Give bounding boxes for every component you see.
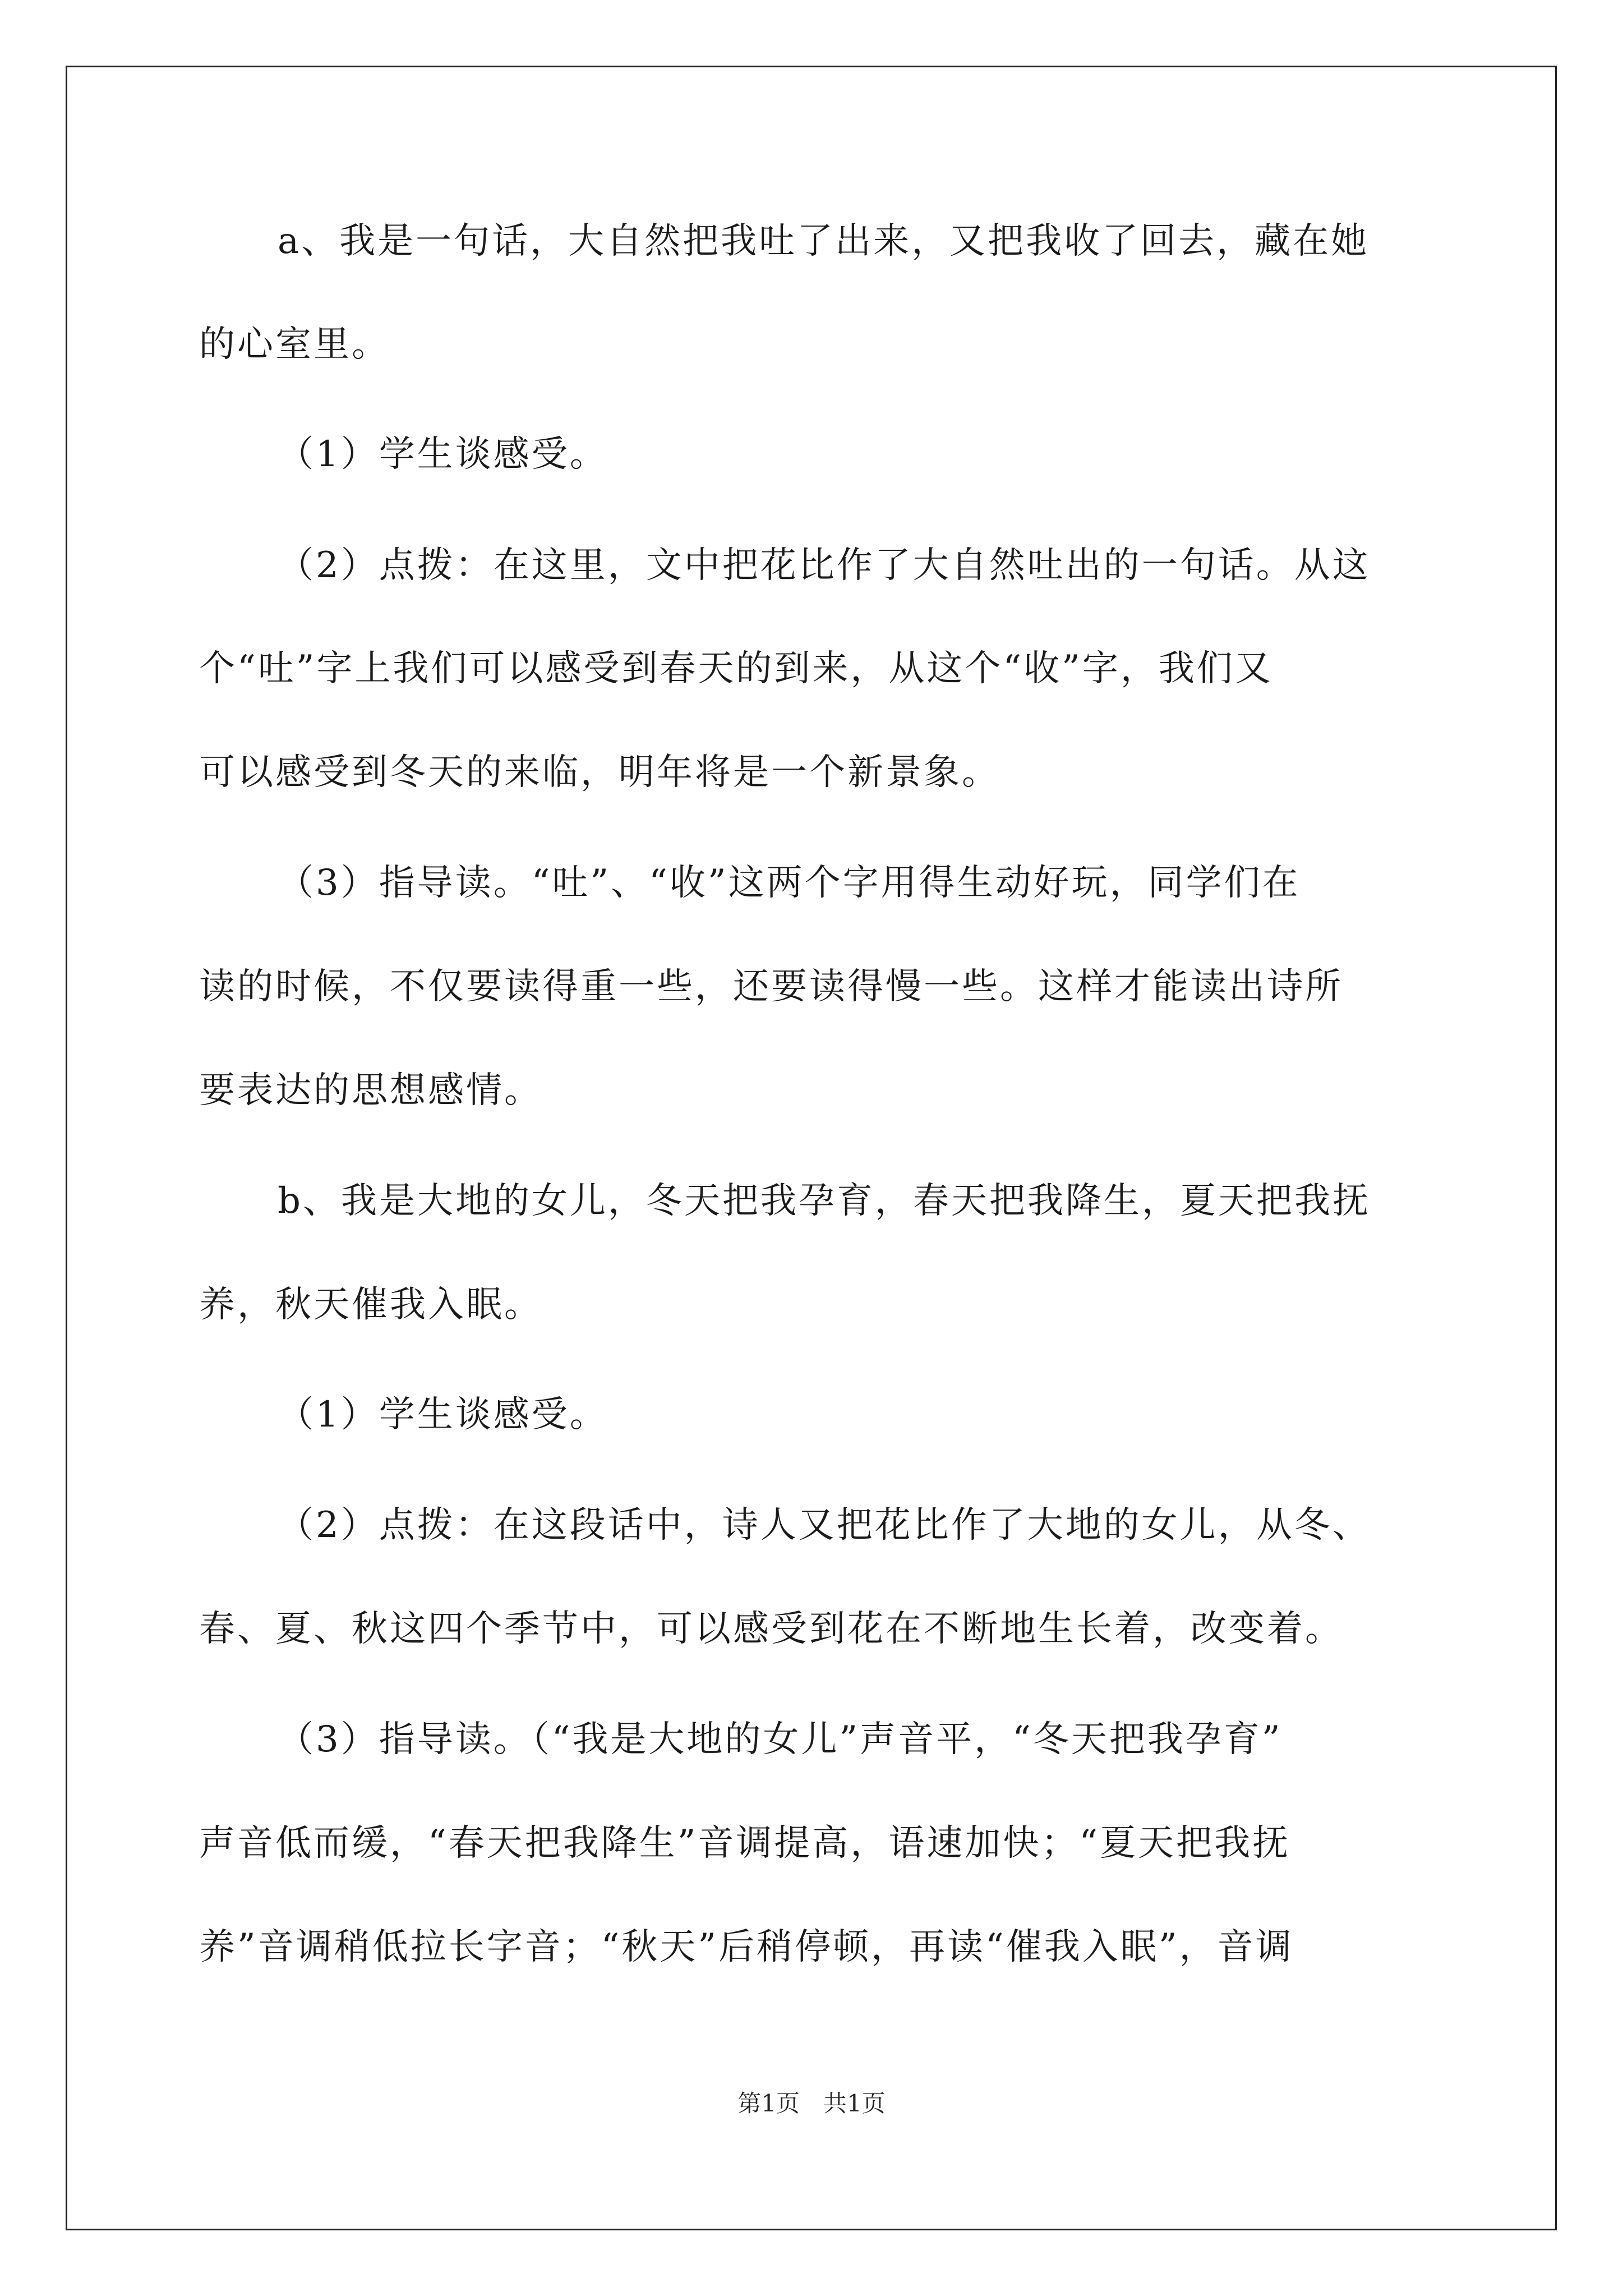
paragraph-a1: （1）学生谈感受。 <box>278 434 608 475</box>
paragraph-b2-line-2: 春、夏、秋这四个季节中，可以感受到花在不断地生长着，改变着。 <box>199 1608 1343 1650</box>
paragraph-b3-line-1: （3）指导读。（“我是大地的女儿”声音平，“冬天把我孕育” <box>278 1719 1283 1760</box>
paragraph-b3-line-3: 养”音调稍低拉长字音；“秋天”后稍停顿，再读“催我入眠”，音调 <box>199 1926 1294 1968</box>
paragraph-b3-line-2: 声音低而缓，“春天把我降生”音调提高，语速加快；“夏天把我抚 <box>199 1823 1291 1864</box>
paragraph-b-line-2: 养，秋天催我入眠。 <box>199 1284 542 1326</box>
paragraph-a2-line-2: 个“吐”字上我们可以感受到春天的到来，从这个“收”字，我们又 <box>199 648 1273 689</box>
paragraph-a3-line-1: （3）指导读。“吐”、“收”这两个字用得生动好玩，同学们在 <box>278 862 1301 904</box>
paragraph-a-line-2: 的心室里。 <box>199 324 390 365</box>
paragraph-b1: （1）学生谈感受。 <box>278 1394 608 1435</box>
paragraph-b-line-1: b、我是大地的女儿，冬天把我孕育，春天把我降生，夏天把我抚 <box>278 1180 1371 1222</box>
paragraph-a2-line-1: （2）点拨：在这里，文中把花比作了大自然吐出的一句话。从这 <box>278 545 1371 586</box>
paragraph-a-line-1: a、我是一句话，大自然把我吐了出来，又把我收了回去，藏在她 <box>278 220 1370 262</box>
paragraph-b2-line-1: （2）点拨：在这段话中，诗人又把花比作了大地的女儿，从冬、 <box>278 1504 1371 1546</box>
paragraph-a3-line-2: 读的时候，不仅要读得重一些，还要读得慢一些。这样才能读出诗所 <box>199 966 1343 1007</box>
paragraph-a2-line-3: 可以感受到冬天的来临，明年将是一个新景象。 <box>199 752 1000 793</box>
paragraph-a3-line-3: 要表达的思想感情。 <box>199 1070 542 1111</box>
page-border <box>66 66 1557 2230</box>
page-number-footer: 第1页 共1页 <box>737 2090 886 2117</box>
